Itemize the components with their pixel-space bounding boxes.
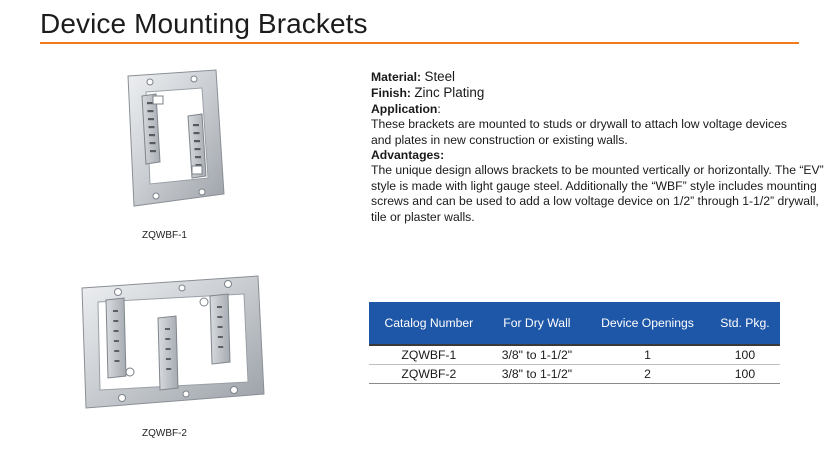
advantages-label: Advantages: bbox=[371, 148, 445, 163]
finish-value: Zinc Plating bbox=[414, 85, 485, 101]
title-divider bbox=[40, 42, 799, 44]
header-device-openings: Device Openings bbox=[585, 302, 710, 345]
application-line: Application: bbox=[371, 101, 441, 116]
finish-line bbox=[371, 85, 826, 101]
cell-catalog-number: ZQWBF-2 bbox=[369, 365, 489, 384]
application-text: These brackets are mounted to studs or drywall to attach low voltage devices and plates in new construction or existing walls. bbox=[371, 117, 787, 147]
material-line bbox=[371, 69, 826, 85]
catalog-table bbox=[369, 302, 780, 384]
advantages-line bbox=[371, 148, 826, 163]
cell-std-pkg: 100 bbox=[710, 365, 780, 384]
header-std-pkg: Std. Pkg. bbox=[710, 302, 780, 345]
application-label: Application bbox=[371, 101, 438, 116]
bracket-1-caption: ZQWBF-1 bbox=[142, 230, 187, 241]
cell-catalog-number: ZQWBF-1 bbox=[369, 345, 489, 365]
finish-label: Finish: bbox=[371, 86, 411, 101]
table-row bbox=[369, 345, 780, 365]
material-label: Material: bbox=[371, 70, 422, 84]
cell-for-dry-wall: 3/8" to 1-1/2" bbox=[489, 345, 585, 365]
bracket-2-image bbox=[78, 272, 266, 412]
advantages-text: The unique design allows brackets to be mounted vertically or horizontally. The “EV” style is made with light gauge steel. Additionally the “WBF” style includes mounting screws and can be used to add a low voltage device on 1/2” through 1-1/2” drywall, tile or plaster walls. bbox=[371, 163, 824, 224]
header-catalog-number: Catalog Number bbox=[369, 302, 489, 345]
table-header-row bbox=[369, 302, 780, 345]
cell-device-openings: 1 bbox=[585, 345, 710, 365]
cell-device-openings: 2 bbox=[585, 365, 710, 384]
header-for-dry-wall: For Dry Wall bbox=[489, 302, 585, 345]
table-row bbox=[369, 365, 780, 384]
product-specs bbox=[371, 69, 826, 225]
material-value: Steel bbox=[424, 69, 456, 84]
bracket-1-image bbox=[120, 66, 230, 210]
page-title: Device Mounting Brackets bbox=[40, 8, 368, 39]
cell-std-pkg: 100 bbox=[710, 345, 780, 365]
bracket-2-caption: ZQWBF-2 bbox=[142, 428, 187, 439]
cell-for-dry-wall: 3/8" to 1-1/2" bbox=[489, 365, 585, 384]
